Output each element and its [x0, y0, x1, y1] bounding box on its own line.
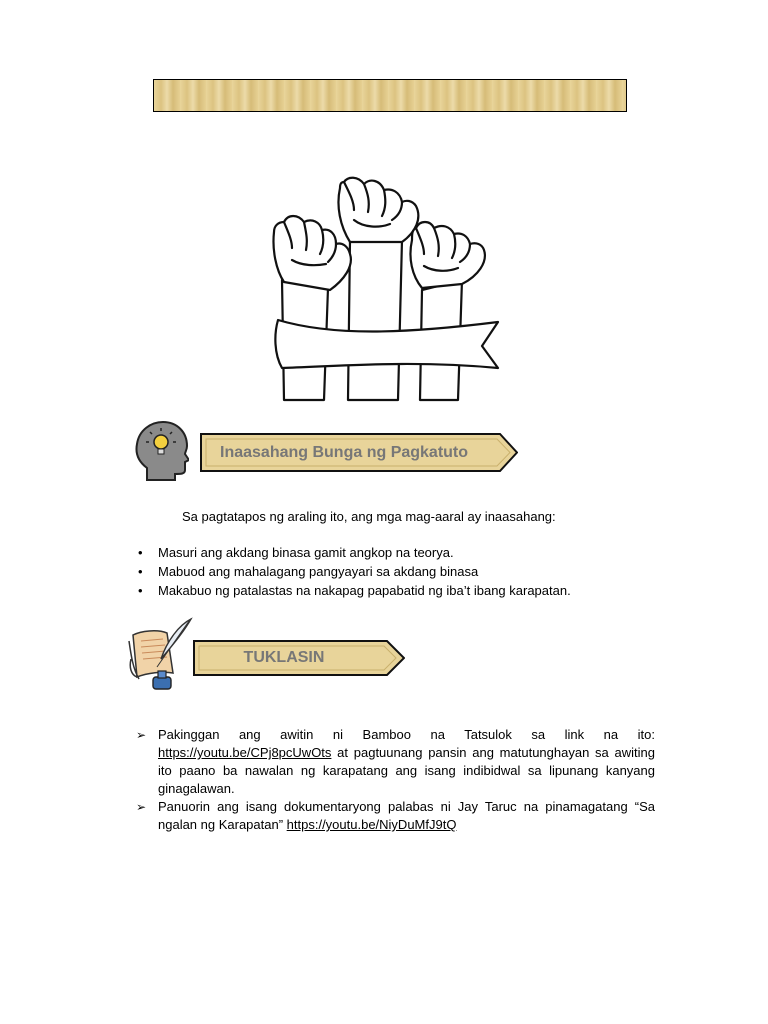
objective-text: Masuri ang akdang binasa gamit angkop na teorya. [158, 545, 454, 560]
arrow-bullet-icon: ➢ [136, 800, 147, 814]
quill-inkpot-icon [127, 615, 195, 695]
activities-list [136, 726, 655, 834]
lightbulb-head-icon [133, 420, 189, 482]
list-item: • Mabuod ang mahalagang pangyayari sa akdang binasa [138, 564, 479, 579]
intro-text: Sa pagtatapos ng araling ito, ang mga mag-aaral ay inaasahang: [182, 509, 556, 524]
objectives-banner [200, 433, 518, 472]
activity-text: at pagtuunang pansin ang matutunghayan sa awiting ito paano ba nawalan ng karapatang ang isang indibidwal sa lipunang kanyang ginagalawan. [158, 745, 655, 796]
list-item [136, 726, 655, 798]
arrow-bullet-icon: ➢ [136, 728, 147, 742]
documentary-link[interactable]: https://youtu.be/NiyDuMfJ9tQ [286, 817, 457, 832]
objectives-heading: Inaasahang Bunga ng Pagkatuto [220, 443, 469, 461]
title-bar [153, 79, 627, 112]
explore-heading: TUKLASIN [243, 649, 325, 666]
list-item [136, 798, 655, 834]
objective-text: Mabuod ang mahalagang pangyayari sa akdang binasa [158, 564, 479, 579]
activity-text: Panuorin ang isang dokumentaryong palabas ni Jay Taruc na pinamagatang “Sa ngalan ng Karapatan” [158, 799, 655, 832]
explore-banner [193, 640, 405, 676]
objectives-list [136, 543, 571, 600]
tatsulok-link[interactable]: https://youtu.be/CPj8pcUwOts [158, 745, 332, 760]
objective-text: Makabuo ng patalastas na nakapag papabatid ng iba’t ibang karapatan. [158, 583, 571, 598]
list-item: • Masuri ang akdang binasa gamit angkop na teorya. [138, 545, 454, 560]
activity-text: Pakinggan ang awitin ni Bamboo na Tatsulok sa link na ito: [158, 727, 655, 742]
list-item: • Makabuo ng patalastas na nakapag papabatid ng iba’t ibang karapatan. [138, 583, 571, 598]
raised-fists-illustration [262, 170, 507, 402]
